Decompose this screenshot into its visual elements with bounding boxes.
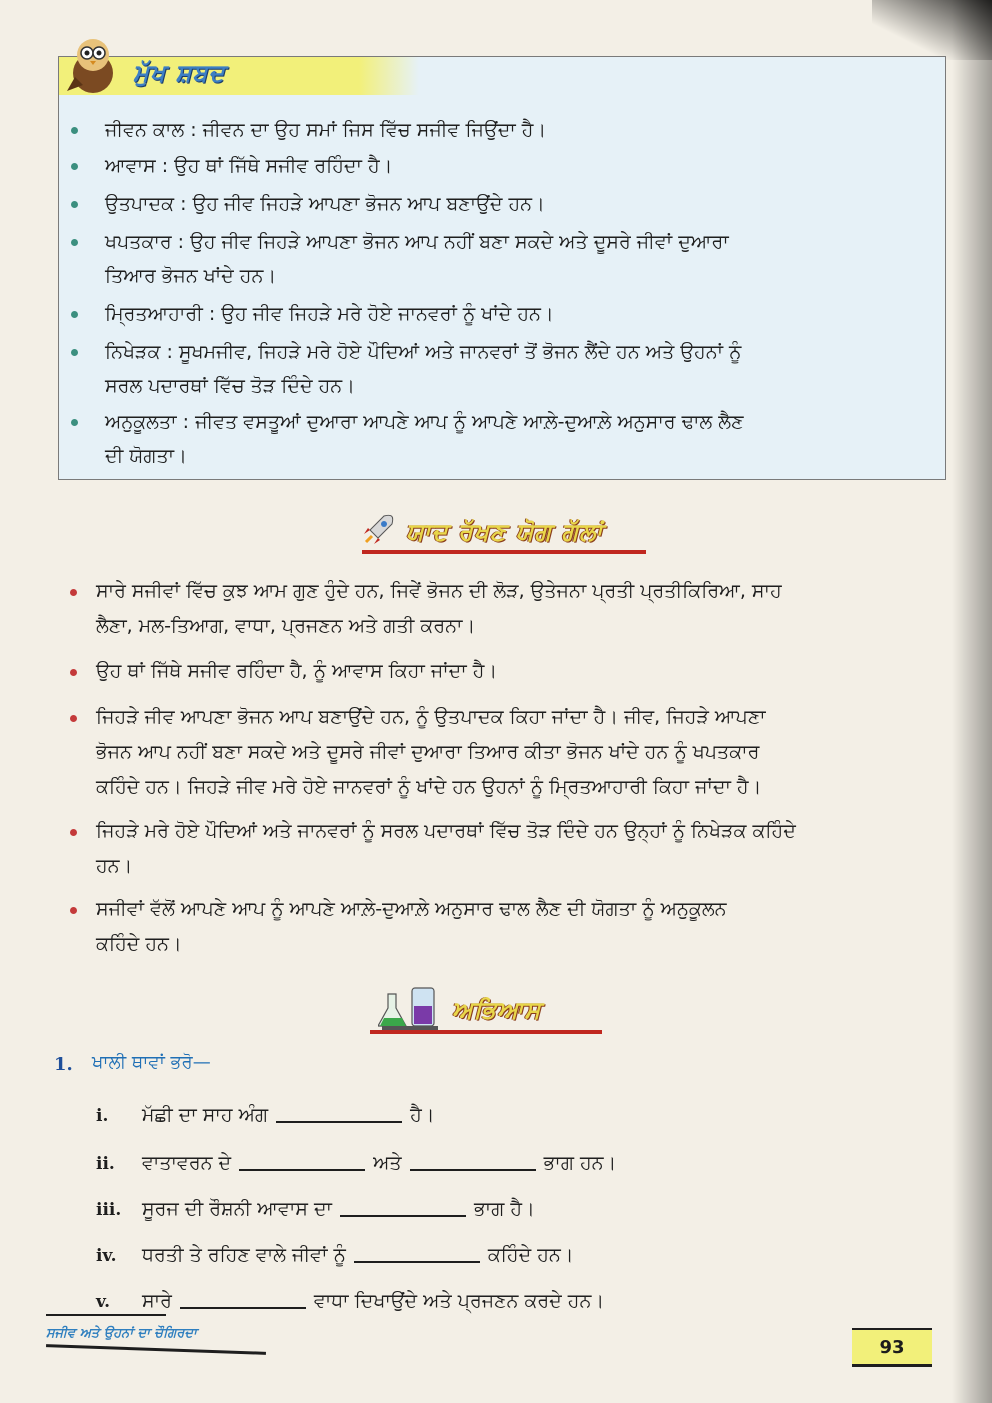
item-text: ਭਾਗ ਹਨ। <box>543 1152 617 1174</box>
exercise-underline <box>370 1030 602 1034</box>
footer-underline <box>46 1344 266 1355</box>
item-text: ਸਾਰੇ <box>142 1290 172 1312</box>
remember-point-3 <box>96 700 942 805</box>
remember-title: ਯਾਦ ਰੱਖਣ ਯੋਗ ਗੱਲਾਂ <box>406 518 604 546</box>
bullet-icon <box>70 907 77 914</box>
bullet-icon <box>71 201 78 208</box>
chapter-footer-title: ਸਜੀਵ ਅਤੇ ਉਹਨਾਂ ਦਾ ਚੌਗਿਰਦਾ <box>46 1326 197 1341</box>
key-item-producer <box>105 187 935 221</box>
key-item-line: ਜੀਵਨ ਕਾਲ : ਜੀਵਨ ਦਾ ਉਹ ਸਮਾਂ ਜਿਸ ਵਿੱਚ ਸਜੀਵ ਜਿਉਂਦਾ ਹੈ। <box>105 119 547 141</box>
owl-mascot-icon <box>63 33 123 95</box>
point-line: ਲੈਣਾ, ਮਲ-ਤਿਆਗ, ਵਾਧਾ, ਪ੍ਰਜਣਨ ਅਤੇ ਗਤੀ ਕਰਨਾ। <box>96 615 476 637</box>
bullet-icon <box>71 349 78 356</box>
item-text: ਵਾਧਾ ਦਿਖਾਉਂਦੇ ਅਤੇ ਪ੍ਰਜਣਨ ਕਰਦੇ ਹਨ। <box>313 1290 605 1312</box>
footer-divider <box>46 1314 166 1316</box>
page-edge-shadow <box>952 0 992 1403</box>
item-text: ਭਾਗ ਹੈ। <box>474 1198 535 1220</box>
point-line: ਭੋਜਨ ਆਪ ਨਹੀਂ ਬਣਾ ਸਕਦੇ ਅਤੇ ਦੂਸਰੇ ਜੀਵਾਂ ਦੁਆਰਾ ਤਿਆਰ ਕੀਤਾ ਭੋਜਨ ਖਾਂਦੇ ਹਨ ਨੂੰ ਖਪਤਕਾਰ <box>96 741 760 763</box>
item-text: ਧਰਤੀ ਤੇ ਰਹਿਣ ਵਾਲੇ ਜੀਵਾਂ ਨੂੰ <box>142 1244 346 1266</box>
lab-flasks-icon <box>378 986 442 1032</box>
bullet-icon <box>71 127 78 134</box>
key-words-title: ਮੁੱਖ ਸ਼ਬਦ <box>133 59 226 87</box>
blank-line[interactable] <box>410 1169 536 1171</box>
key-item-consumer <box>105 225 935 293</box>
bullet-icon <box>70 589 77 596</box>
page-corner-shadow <box>872 0 992 60</box>
point-line: ਕਹਿੰਦੇ ਹਨ। ਜਿਹੜੇ ਜੀਵ ਮਰੇ ਹੋਏ ਜਾਨਵਰਾਂ ਨੂੰ ਖਾਂਦੇ ਹਨ ਉਹਨਾਂ ਨੂੰ ਮ੍ਰਿਤਆਹਾਰੀ ਕਿਹਾ ਜਾਂਦਾ ਹੈ। <box>96 776 762 798</box>
blank-line[interactable] <box>340 1215 466 1217</box>
key-item-line: ਤਿਆਰ ਭੋਜਨ ਖਾਂਦੇ ਹਨ। <box>105 265 277 287</box>
bullet-icon <box>71 239 78 246</box>
item-text: ਮੱਛੀ ਦਾ ਸਾਹ ਅੰਗ <box>142 1104 269 1126</box>
key-item-habitat <box>105 149 935 183</box>
item-text: ਵਾਤਾਵਰਨ ਦੇ <box>142 1152 232 1174</box>
key-item-adaptation <box>105 405 935 473</box>
fill-blank-row-2 <box>96 1146 616 1180</box>
bullet-icon <box>71 311 78 318</box>
item-numeral: iv. <box>96 1246 117 1266</box>
key-words-box <box>58 56 946 480</box>
fill-blank-row-4 <box>96 1238 574 1272</box>
point-line: ਸਜੀਵਾਂ ਵੱਲੋਂ ਆਪਣੇ ਆਪ ਨੂੰ ਆਪਣੇ ਆਲ਼ੇ-ਦੁਆਲ਼ੇ ਅਨੁਸਾਰ ਢਾਲ ਲੈਣ ਦੀ ਯੋਗਤਾ ਨੂੰ ਅਨੁਕੂਲਨ <box>96 898 727 920</box>
remember-heading <box>362 512 603 546</box>
item-text: ਸੂਰਜ ਦੀ ਰੌਸ਼ਨੀ ਆਵਾਸ ਦਾ <box>142 1198 332 1220</box>
item-text: ਕਹਿੰਦੇ ਹਨ। <box>487 1244 574 1266</box>
bullet-icon <box>71 419 78 426</box>
rocket-icon <box>362 512 396 546</box>
fill-blank-row-5 <box>96 1284 604 1318</box>
remember-point-5 <box>96 892 942 962</box>
item-numeral: iii. <box>96 1200 122 1220</box>
key-item-lifespan <box>105 113 935 147</box>
key-item-line: ਨਿਖੇੜਕ : ਸੂਖਮਜੀਵ, ਜਿਹੜੇ ਮਰੇ ਹੋਏ ਪੌਦਿਆਂ ਅਤੇ ਜਾਨਵਰਾਂ ਤੋਂ ਭੋਜਨ ਲੈਂਦੇ ਹਨ ਅਤੇ ਉਹਨਾਂ ਨੂੰ <box>105 341 742 363</box>
bullet-icon <box>70 829 77 836</box>
key-item-line: ਸਰਲ ਪਦਾਰਥਾਂ ਵਿੱਚ ਤੋੜ ਦਿੰਦੇ ਹਨ। <box>105 375 355 397</box>
point-line: ਸਾਰੇ ਸਜੀਵਾਂ ਵਿੱਚ ਕੁਝ ਆਮ ਗੁਣ ਹੁੰਦੇ ਹਨ, ਜਿਵੇਂ ਭੋਜਨ ਦੀ ਲੋੜ, ਉਤੇਜਨਾ ਪ੍ਰਤੀ ਪ੍ਰਤੀਕਿਰਿਆ, ਸਾਹ <box>96 580 782 602</box>
item-numeral: v. <box>96 1292 111 1312</box>
remember-point-2 <box>96 654 942 689</box>
remember-underline <box>362 550 646 554</box>
key-item-line: ਦੀ ਯੋਗਤਾ। <box>105 445 187 467</box>
banner-fade <box>359 57 419 95</box>
blank-line[interactable] <box>239 1169 365 1171</box>
point-line: ਜਿਹੜੇ ਜੀਵ ਆਪਣਾ ਭੋਜਨ ਆਪ ਬਣਾਉਂਦੇ ਹਨ, ਨੂੰ ਉਤਪਾਦਕ ਕਿਹਾ ਜਾਂਦਾ ਹੈ। ਜੀਵ, ਜਿਹੜੇ ਆਪਣਾ <box>96 706 766 728</box>
item-text: ਹੈ। <box>410 1104 435 1126</box>
fill-blank-row-1 <box>96 1098 435 1132</box>
bullet-icon <box>70 715 77 722</box>
blank-line[interactable] <box>354 1261 480 1263</box>
exercise-heading <box>378 986 541 1032</box>
question-number: 1. <box>54 1054 73 1075</box>
remember-point-1 <box>96 574 942 644</box>
blank-line[interactable] <box>180 1307 306 1309</box>
point-line: ਉਹ ਥਾਂ ਜਿੱਥੇ ਸਜੀਵ ਰਹਿੰਦਾ ਹੈ, ਨੂੰ ਆਵਾਸ ਕਿਹਾ ਜਾਂਦਾ ਹੈ। <box>96 660 498 682</box>
blank-line[interactable] <box>276 1121 402 1123</box>
item-numeral: ii. <box>96 1154 115 1174</box>
bullet-icon <box>70 669 77 676</box>
item-numeral: i. <box>96 1106 109 1126</box>
key-item-line: ਉਤਪਾਦਕ : ਉਹ ਜੀਵ ਜਿਹੜੇ ਆਪਣਾ ਭੋਜਨ ਆਪ ਬਣਾਉਂਦੇ ਹਨ। <box>105 193 545 215</box>
point-line: ਕਹਿੰਦੇ ਹਨ। <box>96 933 182 955</box>
page-number: 93 <box>852 1328 932 1367</box>
key-item-scavenger <box>105 297 935 331</box>
fill-blank-row-3 <box>96 1192 535 1226</box>
item-text: ਅਤੇ <box>373 1152 402 1174</box>
question-text: ਖਾਲੀ ਥਾਵਾਂ ਭਰੋ— <box>92 1052 211 1073</box>
key-item-line: ਮ੍ਰਿਤਆਹਾਰੀ : ਉਹ ਜੀਵ ਜਿਹੜੇ ਮਰੇ ਹੋਏ ਜਾਨਵਰਾਂ ਨੂੰ ਖਾਂਦੇ ਹਨ। <box>105 303 554 325</box>
remember-point-4 <box>96 814 942 884</box>
point-line: ਹਨ। <box>96 855 133 877</box>
bullet-icon <box>71 163 78 170</box>
point-line: ਜਿਹੜੇ ਮਰੇ ਹੋਏ ਪੌਦਿਆਂ ਅਤੇ ਜਾਨਵਰਾਂ ਨੂੰ ਸਰਲ ਪਦਾਰਥਾਂ ਵਿੱਚ ਤੋੜ ਦਿੰਦੇ ਹਨ ਉਨ੍ਹਾਂ ਨੂੰ ਨਿਖੇੜਕ ਕਹਿੰਦੇ <box>96 820 796 842</box>
key-item-line: ਆਵਾਸ : ਉਹ ਥਾਂ ਜਿੱਥੇ ਸਜੀਵ ਰਹਿੰਦਾ ਹੈ। <box>105 155 393 177</box>
key-item-line: ਖਪਤਕਾਰ : ਉਹ ਜੀਵ ਜਿਹੜੇ ਆਪਣਾ ਭੋਜਨ ਆਪ ਨਹੀਂ ਬਣਾ ਸਕਦੇ ਅਤੇ ਦੂਸਰੇ ਜੀਵਾਂ ਦੁਆਰਾ <box>105 231 729 253</box>
key-item-decomposer <box>105 335 935 403</box>
exercise-title: ਅਭਿਆਸ <box>452 996 542 1024</box>
key-item-line: ਅਨੁਕੂਲਤਾ : ਜੀਵਤ ਵਸਤੂਆਂ ਦੁਆਰਾ ਆਪਣੇ ਆਪ ਨੂੰ ਆਪਣੇ ਆਲ਼ੇ-ਦੁਆਲ਼ੇ ਅਨੁਸਾਰ ਢਾਲ ਲੈਣ <box>105 411 744 433</box>
